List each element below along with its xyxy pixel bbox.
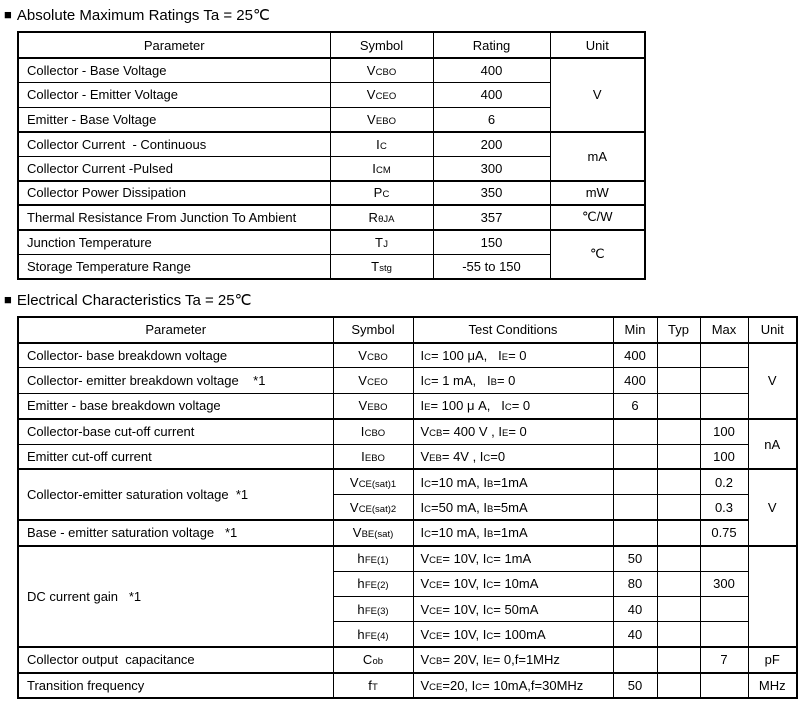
min-cell: 50 bbox=[613, 673, 657, 698]
parameter-cell: Collector-base cut-off current bbox=[18, 419, 333, 444]
table-row bbox=[18, 368, 797, 393]
column-header-max: Max bbox=[700, 317, 748, 343]
min-cell: 40 bbox=[613, 622, 657, 647]
section-title-electrical-characteristics bbox=[4, 291, 803, 309]
test-conditions-cell: IC=10 mA, IB=1mA bbox=[413, 520, 613, 545]
symbol-cell: IEBO bbox=[333, 444, 413, 469]
symbol-cell: VCBO bbox=[333, 343, 413, 368]
table-row bbox=[18, 181, 645, 206]
test-conditions-cell: IC= 100 μA, IE= 0 bbox=[413, 343, 613, 368]
table-row bbox=[18, 419, 797, 444]
unit-cell: nA bbox=[748, 419, 797, 470]
electrical-characteristics-table bbox=[17, 316, 798, 699]
rating-cell: 150 bbox=[433, 230, 550, 255]
column-header-test-conditions: Test Conditions bbox=[413, 317, 613, 343]
section-title-text: Electrical Characteristics Ta = 25℃ bbox=[16, 291, 252, 309]
test-conditions-cell: VCE= 10V, IC= 10mA bbox=[413, 571, 613, 596]
parameter-cell: Collector- emitter breakdown voltage *1 bbox=[18, 368, 333, 393]
parameter-cell: Thermal Resistance From Junction To Ambient bbox=[18, 205, 330, 230]
symbol-cell: fT bbox=[333, 673, 413, 698]
table-row bbox=[18, 132, 645, 157]
section-bullet-icon: ■ bbox=[4, 291, 12, 307]
parameter-cell: Base - emitter saturation voltage *1 bbox=[18, 520, 333, 545]
min-cell: 80 bbox=[613, 571, 657, 596]
typ-cell bbox=[657, 622, 700, 647]
test-conditions-cell: VEB= 4V , IC=0 bbox=[413, 444, 613, 469]
max-cell: 100 bbox=[700, 444, 748, 469]
parameter-cell: Collector output capacitance bbox=[18, 647, 333, 672]
parameter-cell: Collector Current - Continuous bbox=[18, 132, 330, 157]
table-row bbox=[18, 444, 797, 469]
min-cell bbox=[613, 495, 657, 520]
column-header-min: Min bbox=[613, 317, 657, 343]
symbol-cell: ICM bbox=[330, 156, 433, 181]
test-conditions-cell: VCE= 10V, IC= 50mA bbox=[413, 596, 613, 621]
test-conditions-cell: VCB= 20V, IE= 0,f=1MHz bbox=[413, 647, 613, 672]
test-conditions-cell: IC=50 mA, IB=5mA bbox=[413, 495, 613, 520]
section-bullet-icon: ■ bbox=[4, 7, 12, 22]
test-conditions-cell: VCE= 10V, IC= 100mA bbox=[413, 622, 613, 647]
table-row bbox=[18, 343, 797, 368]
typ-cell bbox=[657, 546, 700, 571]
min-cell: 6 bbox=[613, 393, 657, 418]
symbol-cell: Tstg bbox=[330, 254, 433, 279]
max-cell bbox=[700, 596, 748, 621]
parameter-cell: Storage Temperature Range bbox=[18, 254, 330, 279]
rating-cell: 400 bbox=[433, 58, 550, 83]
symbol-cell: PC bbox=[330, 181, 433, 206]
rating-cell: -55 to 150 bbox=[433, 254, 550, 279]
max-cell: 0.2 bbox=[700, 469, 748, 494]
column-header-unit: Unit bbox=[748, 317, 797, 343]
min-cell bbox=[613, 520, 657, 545]
section-title-absolute-maximum-ratings bbox=[4, 6, 803, 24]
parameter-cell: Collector Power Dissipation bbox=[18, 181, 330, 206]
table-row bbox=[18, 393, 797, 418]
parameter-cell: Emitter cut-off current bbox=[18, 444, 333, 469]
min-cell: 50 bbox=[613, 546, 657, 571]
symbol-cell: VEBO bbox=[333, 393, 413, 418]
unit-cell: pF bbox=[748, 647, 797, 672]
max-cell: 100 bbox=[700, 419, 748, 444]
max-cell bbox=[700, 343, 748, 368]
symbol-cell: TJ bbox=[330, 230, 433, 255]
max-cell bbox=[700, 368, 748, 393]
max-cell bbox=[700, 393, 748, 418]
table-row bbox=[18, 230, 645, 255]
unit-cell: V bbox=[748, 343, 797, 419]
max-cell: 0.75 bbox=[700, 520, 748, 545]
symbol-cell: IC bbox=[330, 132, 433, 157]
parameter-cell: Collector- base breakdown voltage bbox=[18, 343, 333, 368]
column-header-parameter: Parameter bbox=[18, 317, 333, 343]
unit-cell: ℃ bbox=[550, 230, 645, 279]
max-cell bbox=[700, 622, 748, 647]
parameter-cell: Emitter - base breakdown voltage bbox=[18, 393, 333, 418]
table-header-row bbox=[18, 32, 645, 58]
symbol-cell: hFE(1) bbox=[333, 546, 413, 571]
symbol-cell: VCE(sat)2 bbox=[333, 495, 413, 520]
symbol-cell: VCEO bbox=[330, 83, 433, 108]
max-cell bbox=[700, 673, 748, 698]
min-cell: 40 bbox=[613, 596, 657, 621]
column-header-parameter: Parameter bbox=[18, 32, 330, 58]
typ-cell bbox=[657, 444, 700, 469]
column-header-unit: Unit bbox=[550, 32, 645, 58]
rating-cell: 357 bbox=[433, 205, 550, 230]
typ-cell bbox=[657, 469, 700, 494]
parameter-cell: Transition frequency bbox=[18, 673, 333, 698]
typ-cell bbox=[657, 673, 700, 698]
column-header-typ: Typ bbox=[657, 317, 700, 343]
max-cell: 7 bbox=[700, 647, 748, 672]
table-row bbox=[18, 469, 797, 494]
table-row bbox=[18, 673, 797, 698]
typ-cell bbox=[657, 419, 700, 444]
rating-cell: 350 bbox=[433, 181, 550, 206]
test-conditions-cell: VCE= 10V, IC= 1mA bbox=[413, 546, 613, 571]
typ-cell bbox=[657, 393, 700, 418]
max-cell: 300 bbox=[700, 571, 748, 596]
test-conditions-cell: IE= 100 μ A, IC= 0 bbox=[413, 393, 613, 418]
parameter-cell: Junction Temperature bbox=[18, 230, 330, 255]
table-row bbox=[18, 647, 797, 672]
table-row bbox=[18, 546, 797, 571]
unit-cell: V bbox=[748, 469, 797, 545]
typ-cell bbox=[657, 495, 700, 520]
rating-cell: 300 bbox=[433, 156, 550, 181]
symbol-cell: hFE(4) bbox=[333, 622, 413, 647]
symbol-cell: hFE(2) bbox=[333, 571, 413, 596]
column-header-symbol: Symbol bbox=[330, 32, 433, 58]
min-cell bbox=[613, 469, 657, 494]
min-cell: 400 bbox=[613, 368, 657, 393]
min-cell bbox=[613, 647, 657, 672]
parameter-cell: Emitter - Base Voltage bbox=[18, 107, 330, 132]
column-header-rating: Rating bbox=[433, 32, 550, 58]
typ-cell bbox=[657, 343, 700, 368]
table-row bbox=[18, 58, 645, 83]
unit-cell: ℃/W bbox=[550, 205, 645, 230]
typ-cell bbox=[657, 368, 700, 393]
symbol-cell: VEBO bbox=[330, 107, 433, 132]
max-cell bbox=[700, 546, 748, 571]
min-cell bbox=[613, 419, 657, 444]
unit-cell bbox=[748, 546, 797, 648]
absolute-maximum-ratings-table bbox=[17, 31, 646, 280]
unit-cell: mA bbox=[550, 132, 645, 181]
min-cell bbox=[613, 444, 657, 469]
parameter-cell: Collector-emitter saturation voltage *1 bbox=[18, 469, 333, 520]
unit-cell: V bbox=[550, 58, 645, 132]
unit-cell: mW bbox=[550, 181, 645, 206]
parameter-cell: Collector Current -Pulsed bbox=[18, 156, 330, 181]
symbol-cell: RθJA bbox=[330, 205, 433, 230]
min-cell: 400 bbox=[613, 343, 657, 368]
test-conditions-cell: IC=10 mA, IB=1mA bbox=[413, 469, 613, 494]
table-header-row bbox=[18, 317, 797, 343]
test-conditions-cell: VCE=20, IC= 10mA,f=30MHz bbox=[413, 673, 613, 698]
symbol-cell: VCEO bbox=[333, 368, 413, 393]
rating-cell: 400 bbox=[433, 83, 550, 108]
symbol-cell: ICBO bbox=[333, 419, 413, 444]
parameter-cell: Collector - Emitter Voltage bbox=[18, 83, 330, 108]
parameter-cell: Collector - Base Voltage bbox=[18, 58, 330, 83]
symbol-cell: VCBO bbox=[330, 58, 433, 83]
symbol-cell: VBE(sat) bbox=[333, 520, 413, 545]
column-header-symbol: Symbol bbox=[333, 317, 413, 343]
typ-cell bbox=[657, 647, 700, 672]
typ-cell bbox=[657, 520, 700, 545]
rating-cell: 6 bbox=[433, 107, 550, 132]
typ-cell bbox=[657, 596, 700, 621]
unit-cell: MHz bbox=[748, 673, 797, 698]
max-cell: 0.3 bbox=[700, 495, 748, 520]
symbol-cell: VCE(sat)1 bbox=[333, 469, 413, 494]
section-title-text: Absolute Maximum Ratings Ta = 25℃ bbox=[16, 7, 270, 24]
symbol-cell: hFE(3) bbox=[333, 596, 413, 621]
symbol-cell: Cob bbox=[333, 647, 413, 672]
parameter-cell: DC current gain *1 bbox=[18, 546, 333, 648]
typ-cell bbox=[657, 571, 700, 596]
table-row bbox=[18, 520, 797, 545]
table-row bbox=[18, 205, 645, 230]
test-conditions-cell: IC= 1 mA, IB= 0 bbox=[413, 368, 613, 393]
test-conditions-cell: VCB= 400 V , IE= 0 bbox=[413, 419, 613, 444]
rating-cell: 200 bbox=[433, 132, 550, 157]
